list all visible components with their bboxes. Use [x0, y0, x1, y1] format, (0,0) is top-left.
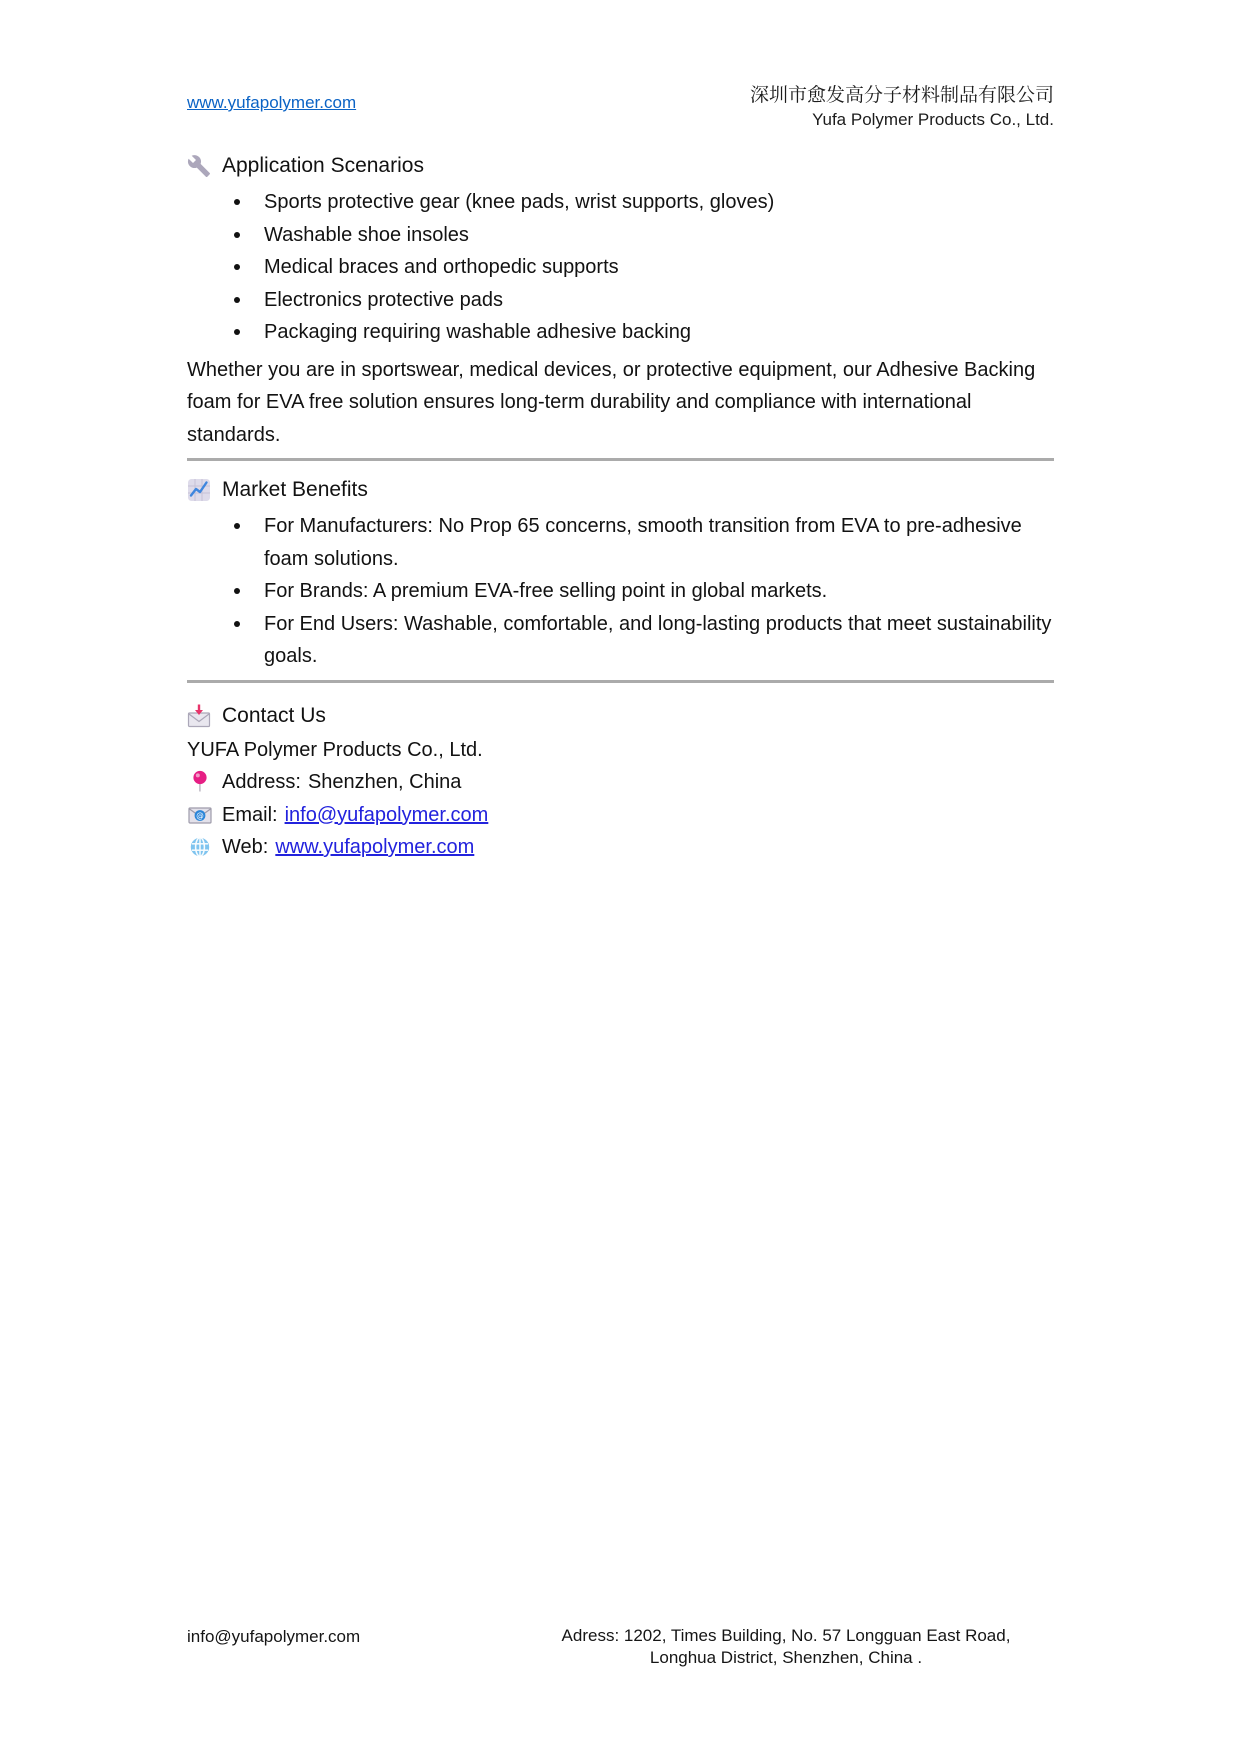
- market-bullet-list: [187, 510, 1054, 673]
- bullet-item: For Brands: A premium EVA-free selling point in global markets.: [187, 575, 1054, 608]
- contact-address-row: [187, 766, 1054, 799]
- wrench-icon: [187, 154, 211, 178]
- page-header: [187, 84, 1054, 130]
- section-divider: [187, 680, 1054, 683]
- svg-text:@: @: [196, 810, 204, 820]
- section-heading-market: [187, 478, 1054, 502]
- website-link[interactable]: www.yufapolymer.com: [187, 93, 357, 112]
- header-company-block: [750, 84, 1054, 130]
- web-link[interactable]: www.yufapolymer.com: [275, 836, 475, 858]
- application-outro-paragraph: Whether you are in sportswear, medical devices, or protective equipment, our Adhesive Backing foam for EVA free solution ensures long-term durability and compliance with international standards.: [187, 358, 1036, 446]
- bullet-item: Packaging requiring washable adhesive backing: [187, 316, 1054, 349]
- section-title-contact: Contact Us: [222, 703, 326, 727]
- section-title-application: Application Scenarios: [222, 154, 424, 177]
- company-name-en: Yufa Polymer Products Co., Ltd.: [812, 110, 1054, 129]
- section-heading-contact: [187, 704, 1054, 728]
- email-envelope-icon: [187, 802, 213, 828]
- contact-email-row: [187, 799, 1054, 832]
- address-label: Address:: [222, 771, 301, 793]
- footer-email: info@yufapolymer.com: [187, 1627, 361, 1646]
- bullet-item: For Manufacturers: No Prop 65 concerns, smooth transition from EVA to pre-adhesive foam solutions.: [187, 510, 1054, 575]
- footer-address-line1: Adress: 1202, Times Building, No. 57 Longguan East Road,: [561, 1626, 1011, 1645]
- section-heading-application: [187, 154, 1054, 178]
- application-bullet-list: [187, 186, 1054, 349]
- contact-company-row: [187, 734, 1054, 767]
- email-link[interactable]: info@yufapolymer.com: [284, 803, 489, 826]
- contact-web-row: [187, 831, 1054, 864]
- footer-address: [532, 1625, 1040, 1669]
- envelope-arrow-icon: [187, 704, 211, 728]
- company-name-cn: 深圳市愈发高分子材料制品有限公司: [749, 85, 1054, 106]
- footer-address-line2: Longhua District, Shenzhen, China .: [649, 1648, 923, 1667]
- round-pushpin-icon: [187, 769, 213, 795]
- bullet-item: Washable shoe insoles: [187, 219, 1054, 252]
- section-divider: [187, 458, 1054, 461]
- bullet-item: Sports protective gear (knee pads, wrist supports, gloves): [187, 186, 1054, 219]
- globe-icon: [187, 834, 213, 860]
- chart-increasing-icon: [187, 478, 211, 502]
- bullet-item: Medical braces and orthopedic supports: [187, 251, 1054, 284]
- bullet-item: Electronics protective pads: [187, 284, 1054, 317]
- address-value: Shenzhen, China: [307, 771, 462, 793]
- page-content: [187, 0, 1054, 864]
- web-label: Web:: [222, 836, 269, 858]
- bullet-item: For End Users: Washable, comfortable, and long-lasting products that meet sustainability goals.: [187, 608, 1054, 673]
- contact-block: [187, 734, 1054, 864]
- section-title-market: Market Benefits: [222, 478, 368, 501]
- company-name: YUFA Polymer Products Co., Ltd.: [187, 738, 483, 761]
- email-label: Email:: [222, 803, 278, 826]
